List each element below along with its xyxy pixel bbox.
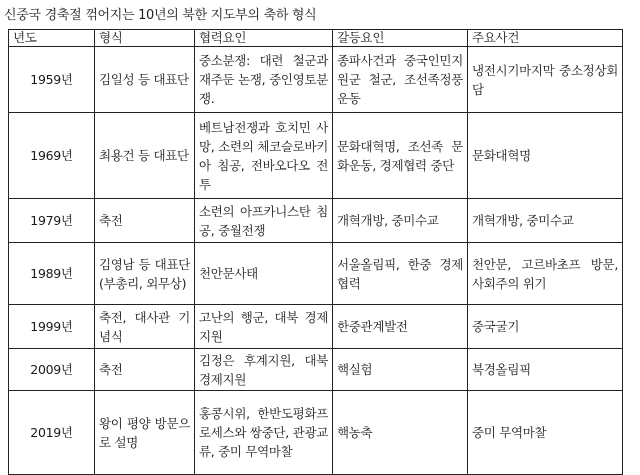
cell-conflict: 문화대혁명, 조선족 문화운동, 경제협력 중단 [333, 113, 468, 199]
cell-cooperation: 베트남전쟁과 호치민 사망, 소련의 체코슬로바키아 침공, 전바오다오 전투 [195, 113, 333, 199]
cell-form: 김일성 등 대표단 [95, 47, 195, 113]
header-row [9, 30, 623, 47]
header-cooperation: 협력요인 [195, 30, 333, 47]
cell-events: 중미 무역마찰 [468, 391, 623, 475]
cell-form: 축전 [95, 199, 195, 243]
header-events: 주요사건 [468, 30, 623, 47]
cell-year: 2019년 [9, 391, 95, 475]
cell-cooperation: 중소분쟁: 대련 철군과 재주둔 논쟁, 중인영토분쟁. [195, 47, 333, 113]
cell-cooperation: 홍콩시위, 한반도평화프로세스와 쌍중단, 관광교류, 중미 무역마찰 [195, 391, 333, 475]
header-year: 년도 [9, 30, 95, 47]
cell-events: 북경올림픽 [468, 349, 623, 391]
cell-cooperation: 천안문사태 [195, 243, 333, 305]
anniversary-table [8, 29, 623, 475]
cell-form: 축전 [95, 349, 195, 391]
header-form: 형식 [95, 30, 195, 47]
cell-conflict: 한중관계발전 [333, 305, 468, 349]
cell-year: 1969년 [9, 113, 95, 199]
table-row [9, 113, 623, 199]
table-row [9, 305, 623, 349]
cell-form: 축전, 대사관 기념식 [95, 305, 195, 349]
cell-conflict: 서울올림픽, 한중 경제협력 [333, 243, 468, 305]
cell-year: 2009년 [9, 349, 95, 391]
cell-events: 중국굴기 [468, 305, 623, 349]
cell-form: 김영남 등 대표단(부총리, 외무상) [95, 243, 195, 305]
table-row [9, 243, 623, 305]
table-row [9, 199, 623, 243]
table-row [9, 349, 623, 391]
cell-form: 최용건 등 대표단 [95, 113, 195, 199]
table-caption: 신중국 경축절 꺾어지는 10년의 북한 지도부의 축하 형식 [4, 8, 317, 23]
cell-events: 문화대혁명 [468, 113, 623, 199]
header-conflict: 갈등요인 [333, 30, 468, 47]
cell-events: 천안문, 고르바초프 방문, 사회주의 위기 [468, 243, 623, 305]
cell-conflict: 핵농축 [333, 391, 468, 475]
cell-cooperation: 고난의 행군, 대북 경제지원 [195, 305, 333, 349]
table-row [9, 391, 623, 475]
cell-events: 개혁개방, 중미수교 [468, 199, 623, 243]
cell-year: 1989년 [9, 243, 95, 305]
cell-conflict: 종파사건과 중국인민지원군 철군, 조선족정풍운동 [333, 47, 468, 113]
cell-year: 1979년 [9, 199, 95, 243]
table-row [9, 47, 623, 113]
cell-year: 1959년 [9, 47, 95, 113]
cell-conflict: 개혁개방, 중미수교 [333, 199, 468, 243]
cell-year: 1999년 [9, 305, 95, 349]
cell-form: 왕이 평양 방문으로 설명 [95, 391, 195, 475]
cell-cooperation: 소련의 아프카니스탄 침공, 중월전쟁 [195, 199, 333, 243]
cell-cooperation: 김정은 후계지원, 대북 경제지원 [195, 349, 333, 391]
cell-events: 냉전시기마지막 중소정상회담 [468, 47, 623, 113]
cell-conflict: 핵실험 [333, 349, 468, 391]
